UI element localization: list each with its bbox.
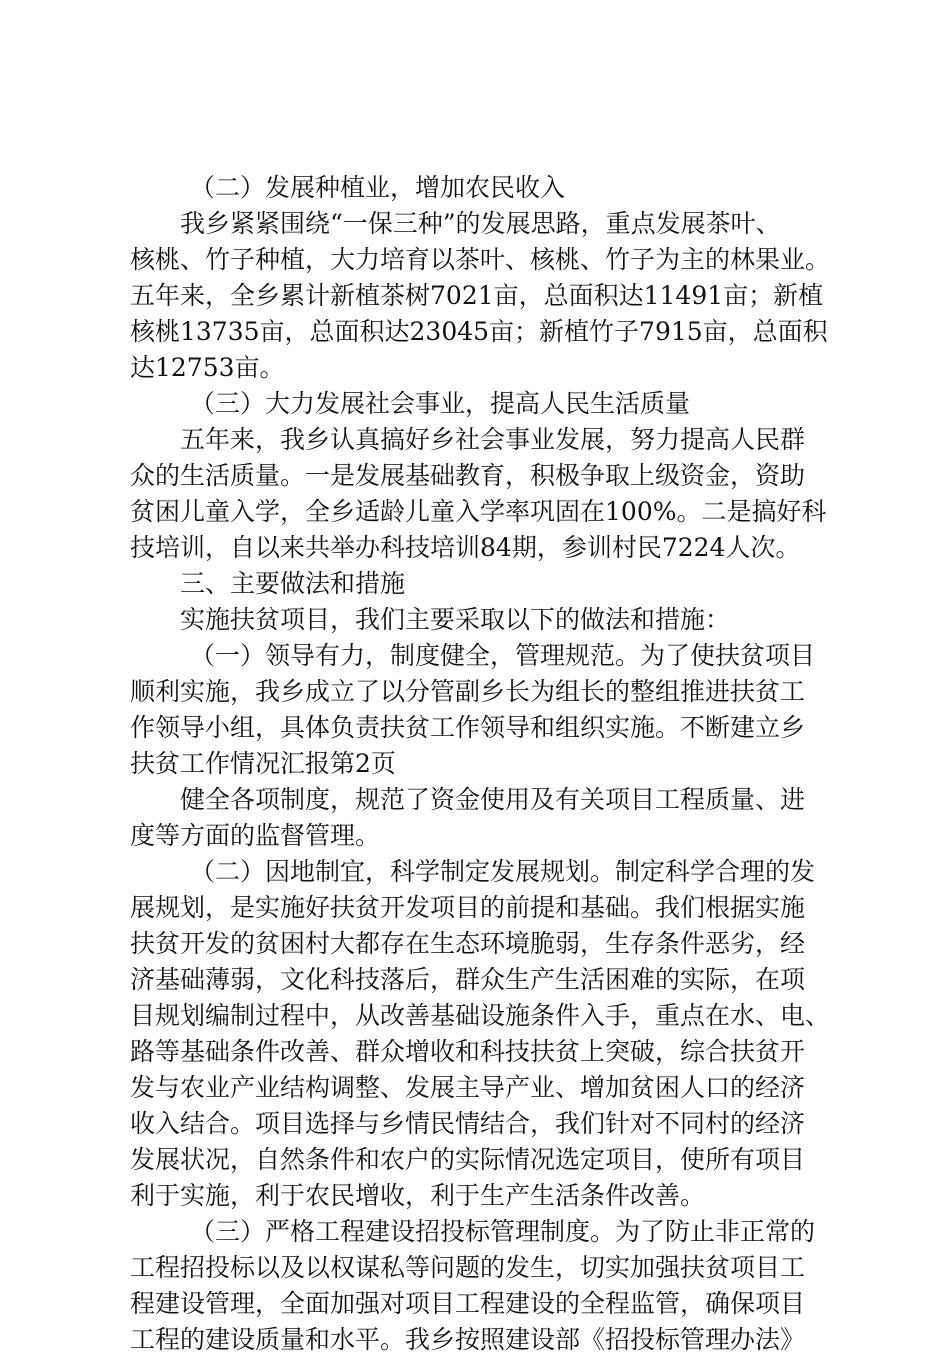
- paragraph-line: 健全各项制度，规范了资金使用及有关项目工程质量、进: [180, 785, 806, 814]
- paragraph-line: 贫困儿童入学，全乡适龄儿童入学率巩固在100%。二是搞好科: [130, 497, 827, 526]
- paragraph-line: 我乡紧紧围绕“一保三种”的发展思路，重点发展茶叶、: [180, 209, 781, 238]
- paragraph-line: 目规划编制过程中，从改善基础设施条件入手，重点在水、电、: [130, 1001, 831, 1030]
- paragraph-line: 技培训，自以来共举办科技培训84期，参训村民7224人次。: [130, 533, 801, 562]
- paragraph-line: 顺利实施，我乡成立了以分管副乡长为组长的整组推进扶贫工: [130, 677, 806, 706]
- paragraph-line: 展规划，是实施好扶贫开发项目的前提和基础。我们根据实施: [130, 893, 806, 922]
- paragraph-line: 收入结合。项目选择与乡情民情结合，我们针对不同村的经济: [130, 1109, 806, 1138]
- paragraph-line: 五年来，我乡认真搞好乡社会事业发展，努力提高人民群: [180, 425, 806, 454]
- paragraph-line: 利于实施，利于农民增收，利于生产生活条件改善。: [130, 1181, 706, 1210]
- paragraph-line: 度等方面的监督管理。: [130, 821, 381, 850]
- paragraph-line: 程建设管理，全面加强对项目工程建设的全程监管，确保项目: [130, 1289, 806, 1318]
- paragraph-line: （二）因地制宜，科学制定发展规划。制定科学合理的发: [190, 857, 816, 886]
- paragraph-line: 扶贫工作情况汇报第2页: [130, 749, 396, 778]
- paragraph-line: 发与农业产业结构调整、发展主导产业、增加贫困人口的经济: [130, 1073, 806, 1102]
- paragraph-line: 工程招投标以及以权谋私等问题的发生，切实加强扶贫项目工: [130, 1253, 806, 1282]
- paragraph-line: 核桃、竹子种植，大力培育以茶叶、核桃、竹子为主的林果业。: [130, 245, 831, 274]
- section-heading: （二）发展种植业，增加农民收入: [190, 173, 566, 202]
- paragraph-line: （三）严格工程建设招投标管理制度。为了防止非正常的: [190, 1217, 816, 1246]
- paragraph-line: 五年来，全乡累计新植茶树7021亩，总面积达11491亩；新植: [130, 281, 824, 310]
- section-heading: 三、主要做法和措施: [180, 569, 406, 598]
- paragraph-line: 核桃13735亩，总面积达23045亩；新植竹子7915亩，总面积: [130, 317, 828, 346]
- paragraph-line: 济基础薄弱，文化科技落后，群众生产生活困难的实际，在项: [130, 965, 806, 994]
- paragraph-line: 众的生活质量。一是发展基础教育，积极争取上级资金，资助: [130, 461, 806, 490]
- section-heading: （三）大力发展社会事业，提高人民生活质量: [190, 389, 691, 418]
- paragraph-line: （一）领导有力，制度健全，管理规范。为了使扶贫项目: [190, 641, 816, 670]
- paragraph-line: 工程的建设质量和水平。我乡按照建设部《招投标管理办法》: [130, 1325, 806, 1354]
- paragraph-line: 达12753亩。: [130, 353, 285, 382]
- paragraph-line: 发展状况，自然条件和农户的实际情况选定项目，使所有项目: [130, 1145, 806, 1174]
- paragraph-line: 路等基础条件改善、群众增收和科技扶贫上突破，综合扶贫开: [130, 1037, 806, 1066]
- paragraph-line: 作领导小组，具体负责扶贫工作领导和组织实施。不断建立乡: [130, 713, 806, 742]
- paragraph-line: 实施扶贫项目，我们主要采取以下的做法和措施：: [180, 605, 731, 634]
- paragraph-line: 扶贫开发的贫困村大都存在生态环境脆弱，生存条件恶劣，经: [130, 929, 806, 958]
